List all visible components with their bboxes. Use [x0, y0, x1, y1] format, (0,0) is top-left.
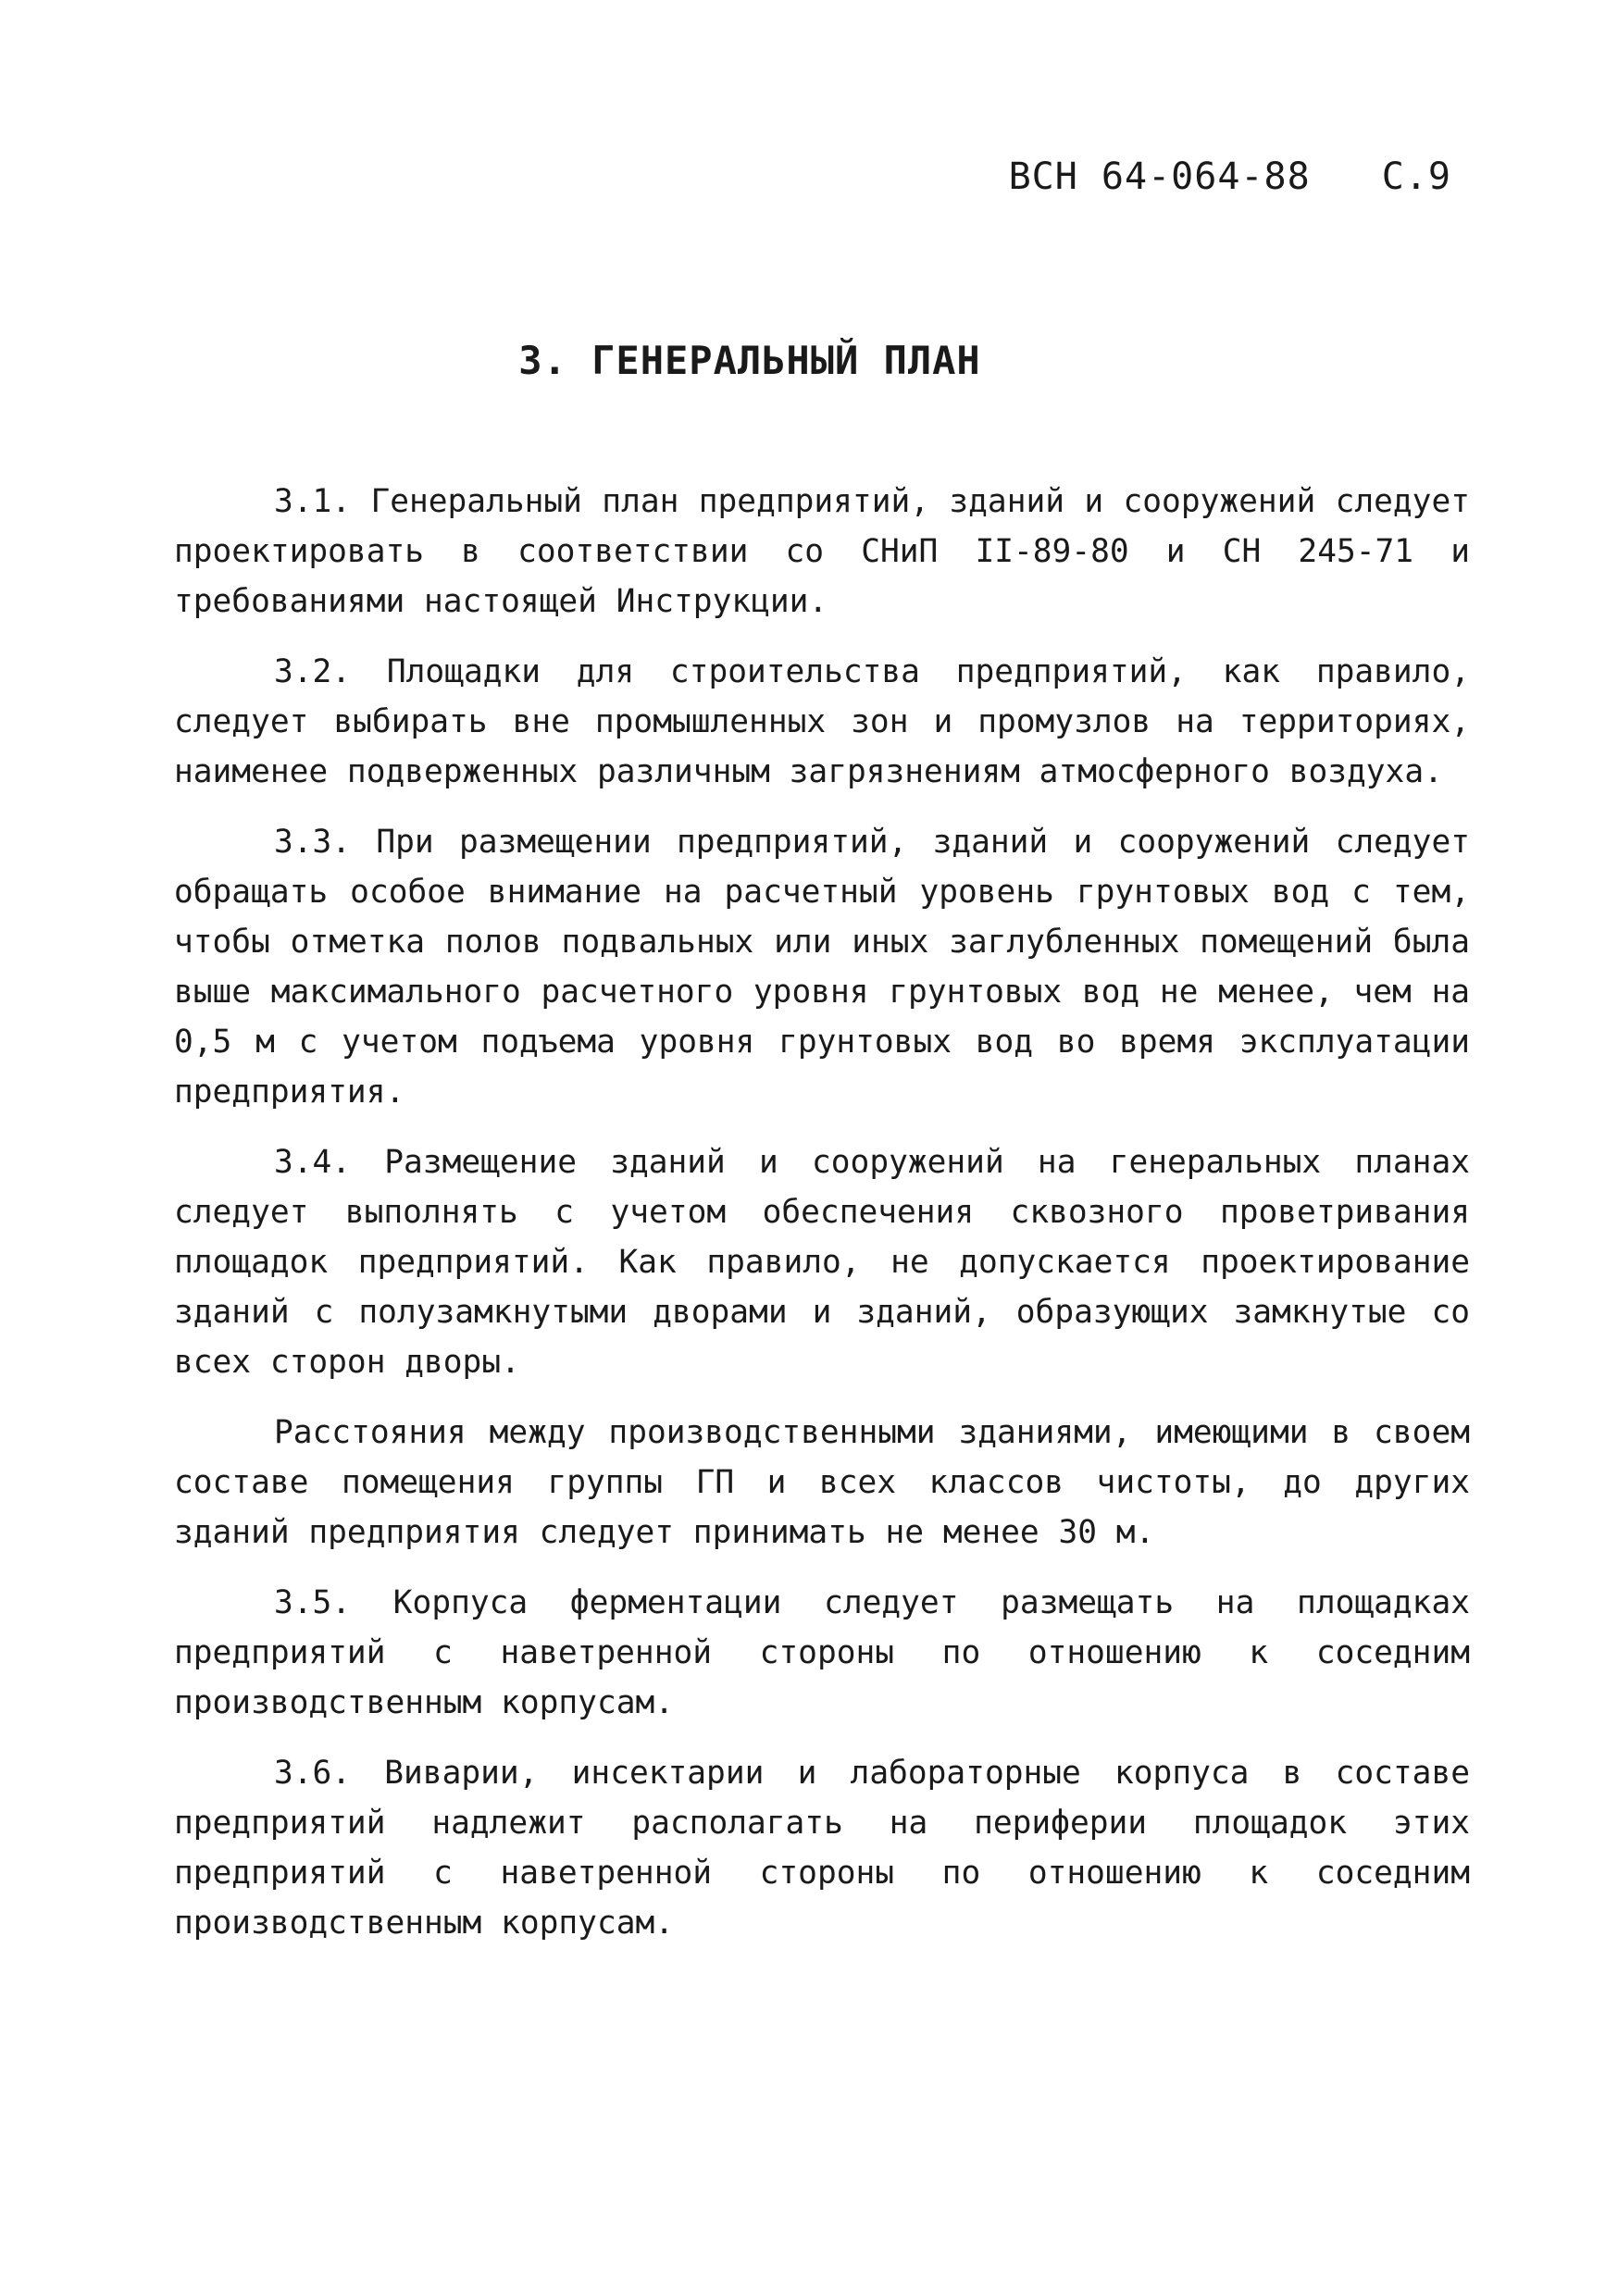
paragraph-3-2: 3.2. Площадки для строительства предприятий, как правило, следует выбирать вне промышленных зон и промузлов на территориях, наименее подверженных различным загрязнениям атмосферного воздуха.	[174, 653, 1470, 790]
paragraph-3-4: 3.4. Размещение зданий и сооружений на генеральных планах следует выполнять с учетом обеспечения сквозного проветривания площадок предприятий. Как правило, не допускается проектирование зданий с полузамкнутыми дворами и зданий, образующих замкнутые со всех сторон дворы.	[174, 1144, 1470, 1381]
paragraph-3-1: 3.1. Генеральный план предприятий, зданий и сооружений следует проектировать в соответствии со СНиП II-89-80 и СН 245-71 и требованиями настоящей Инструкции.	[174, 483, 1470, 620]
paragraph-3-3: 3.3. При размещении предприятий, зданий и сооружений следует обращать особое внимание на расчетный уровень грунтовых вод с тем, чтобы отметка полов подвальных или иных заглубленных помещений была выше максимального расчетного уровня грунтовых вод не менее, чем на 0,5 м с учетом подъема уровня грунтовых вод во время эксплуатации предприятия.	[174, 824, 1470, 1111]
page-header	[1009, 155, 1451, 198]
paragraph-3-6: 3.6. Виварии, инсектарии и лабораторные корпуса в составе предприятий надлежит располагать на периферии площадок этих предприятий с наветренной стороны по отношению к соседним производственным корпусам.	[174, 1755, 1470, 1942]
page-number: С.9	[1381, 155, 1451, 198]
body-text	[174, 477, 1470, 1968]
paragraph-distances: Расстояния между производственными зданиями, имеющими в своем составе помещения группы ГП и всех классов чистоты, до других зданий предприятия следует принимать не менее 30 м.	[174, 1414, 1470, 1551]
section-title: 3. ГЕНЕРАЛЬНЫЙ ПЛАН	[518, 338, 981, 383]
document-code: ВСН 64-064-88	[1008, 155, 1311, 198]
paragraph-3-5: 3.5. Корпуса ферментации следует размещать на площадках предприятий с наветренной стороны по отношению к соседним производственным корпусам.	[174, 1584, 1470, 1721]
